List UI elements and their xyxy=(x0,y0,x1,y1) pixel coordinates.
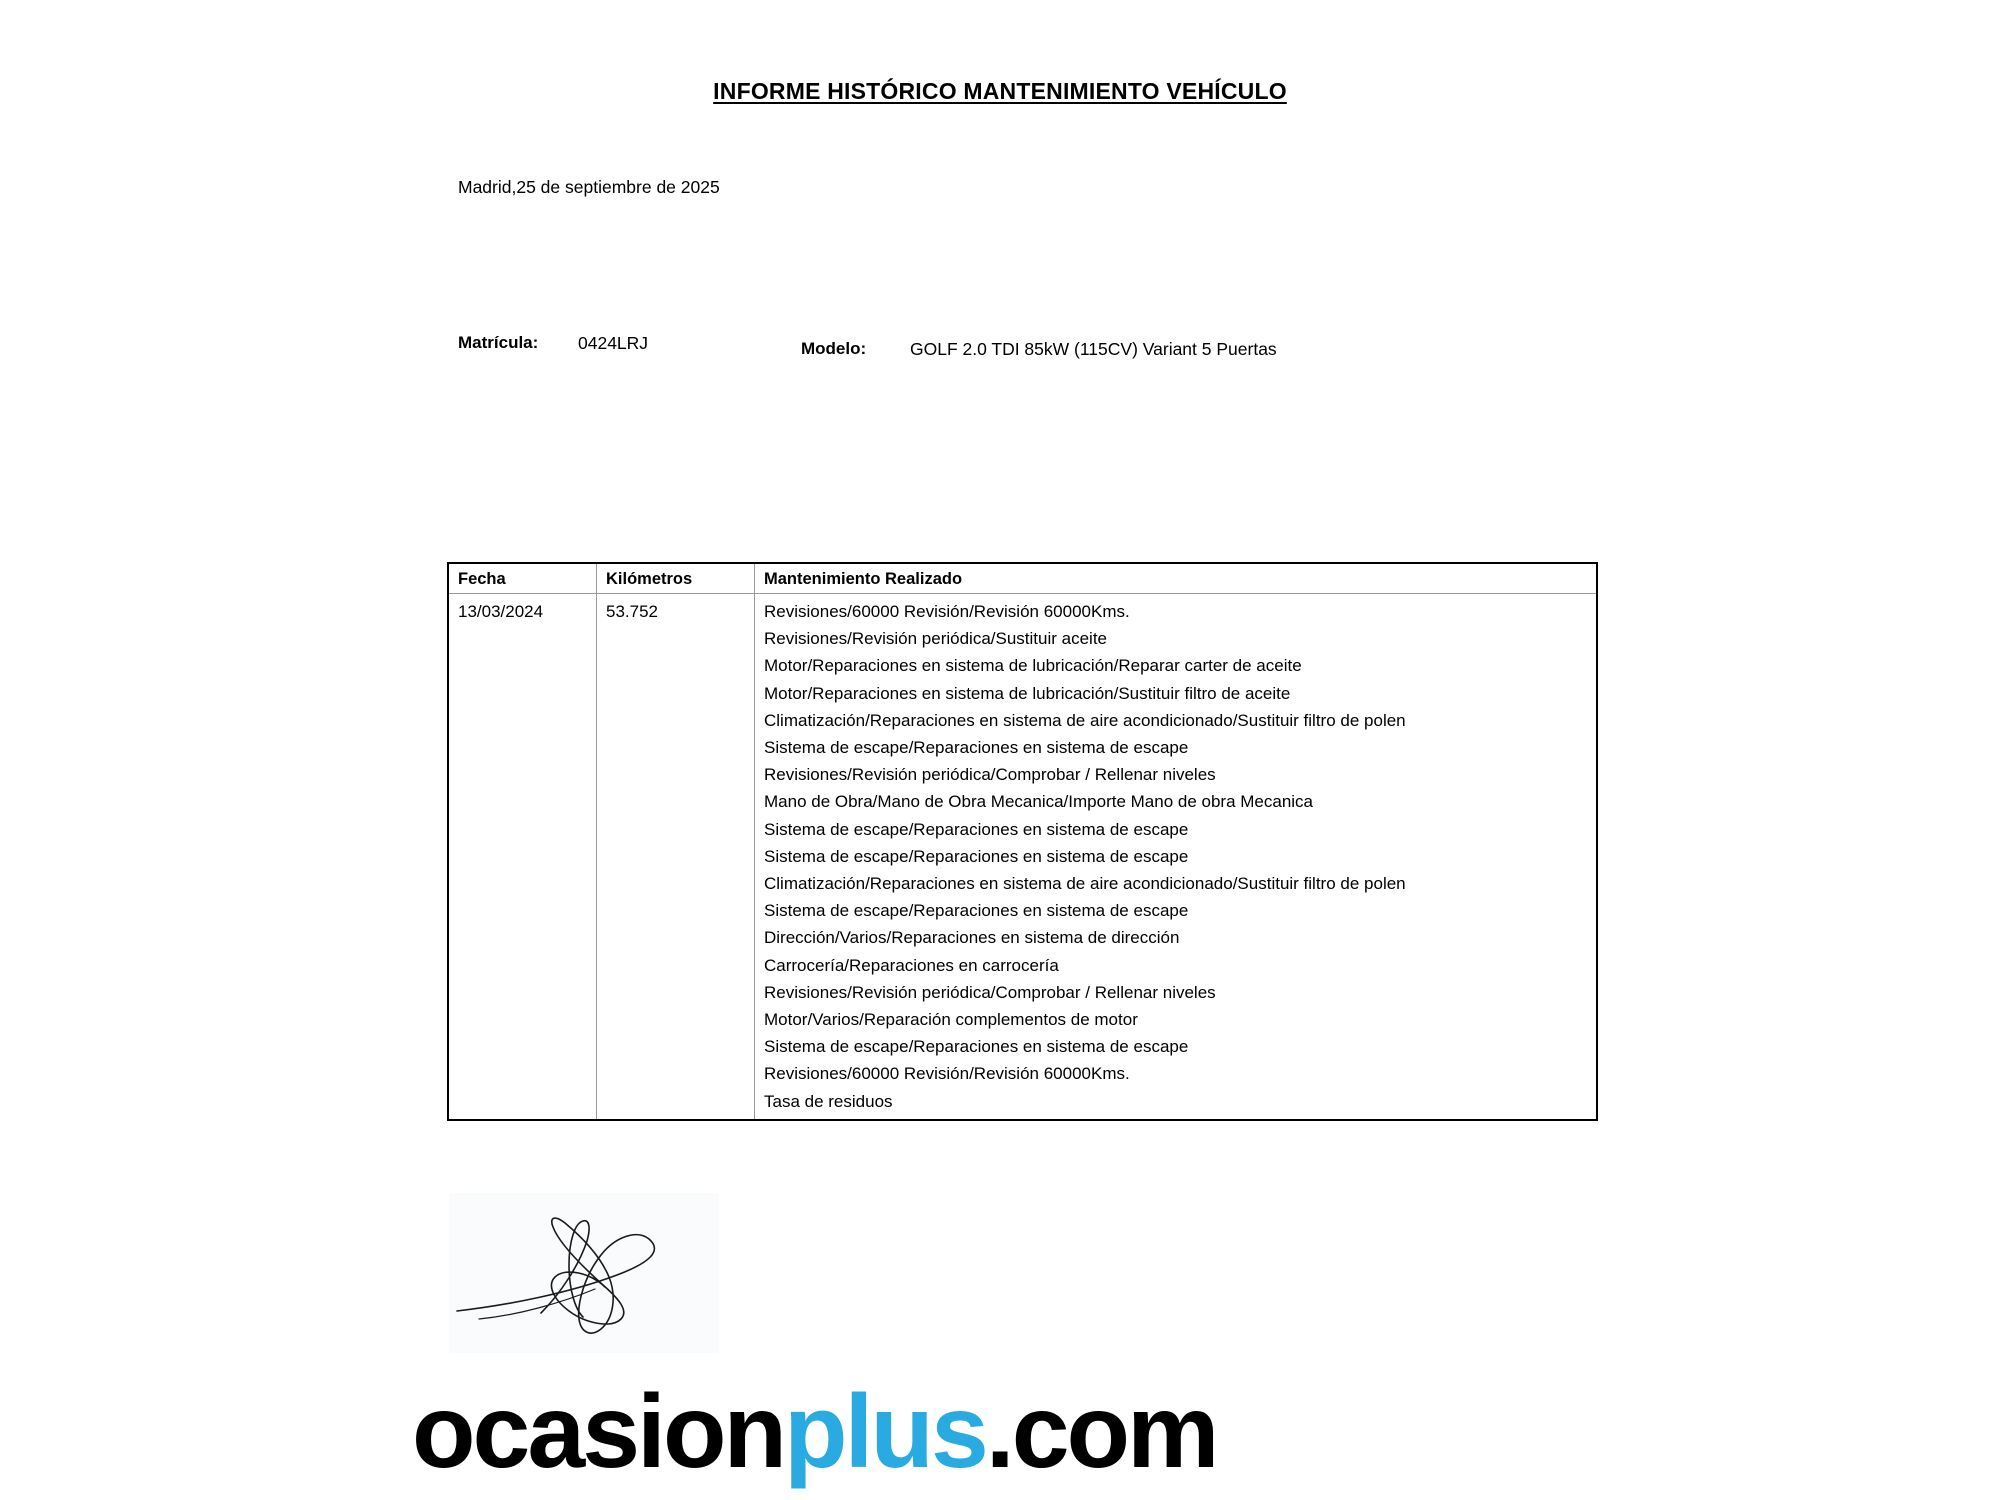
maintenance-table-container xyxy=(447,562,1598,1121)
maintenance-line: Motor/Varios/Reparación complementos de motor xyxy=(764,1010,1138,1030)
maintenance-line: Tasa de residuos xyxy=(764,1091,893,1111)
maintenance-line: Dirección/Varios/Reparaciones en sistema de dirección xyxy=(764,928,1180,948)
column-header-kilometers: Kilómetros xyxy=(597,564,755,594)
maintenance-line: Climatización/Reparaciones en sistema de aire acondicionado/Sustituir filtro de polen xyxy=(764,874,1406,894)
cell-maintenance-list xyxy=(755,594,1597,1119)
model-label: Modelo: xyxy=(801,339,867,358)
maintenance-line: Sistema de escape/Reparaciones en sistema de escape xyxy=(764,819,1189,839)
maintenance-line: Revisiones/Revisión periódica/Sustituir aceite xyxy=(764,629,1107,649)
vehicle-meta xyxy=(458,333,1558,357)
logo-part-ocasion: ocasion xyxy=(412,1374,784,1490)
maintenance-line: Climatización/Reparaciones en sistema de aire acondicionado/Sustituir filtro de polen xyxy=(764,710,1406,730)
maintenance-line: Sistema de escape/Reparaciones en sistema de escape xyxy=(764,901,1189,921)
ocasionplus-logo xyxy=(412,1374,1592,1490)
maintenance-table xyxy=(449,564,1596,1119)
column-header-maintenance: Mantenimiento Realizado xyxy=(755,564,1597,594)
place-and-date: Madrid,25 de septiembre de 2025 xyxy=(458,177,720,197)
maintenance-line: Sistema de escape/Reparaciones en sistema de escape xyxy=(764,1037,1189,1057)
plate-label: Matrícula: xyxy=(458,333,539,352)
logo-part-plus: plus xyxy=(784,1374,986,1490)
table-header-row xyxy=(449,564,1596,594)
table-row xyxy=(449,594,1596,1119)
table-body xyxy=(449,594,1596,1119)
model-value: GOLF 2.0 TDI 85kW (115CV) Variant 5 Puertas xyxy=(910,339,1277,359)
column-header-date: Fecha xyxy=(449,564,597,594)
page-title xyxy=(0,78,2000,105)
maintenance-line: Carrocería/Reparaciones en carrocería xyxy=(764,955,1059,975)
logo-part-domain: .com xyxy=(985,1374,1217,1490)
maintenance-line: Revisiones/Revisión periódica/Comprobar / Rellenar niveles xyxy=(764,982,1216,1002)
table-header xyxy=(449,564,1596,594)
page-title-text: INFORME HISTÓRICO MANTENIMIENTO VEHÍCULO xyxy=(713,78,1287,104)
plate-value: 0424LRJ xyxy=(578,333,649,353)
maintenance-line: Sistema de escape/Reparaciones en sistema de escape xyxy=(764,738,1189,758)
maintenance-line: Sistema de escape/Reparaciones en sistema de escape xyxy=(764,846,1189,866)
cell-date: 13/03/2024 xyxy=(449,594,597,1119)
maintenance-line: Mano de Obra/Mano de Obra Mecanica/Importe Mano de obra Mecanica xyxy=(764,792,1314,812)
maintenance-line: Revisiones/60000 Revisión/Revisión 60000Kms. xyxy=(764,602,1130,621)
handwritten-signature-icon xyxy=(449,1193,719,1353)
maintenance-line: Motor/Reparaciones en sistema de lubricación/Reparar carter de aceite xyxy=(764,656,1302,676)
maintenance-line: Motor/Reparaciones en sistema de lubricación/Sustituir filtro de aceite xyxy=(764,683,1291,703)
maintenance-line: Revisiones/Revisión periódica/Comprobar / Rellenar niveles xyxy=(764,765,1216,785)
maintenance-line: Revisiones/60000 Revisión/Revisión 60000Kms. xyxy=(764,1064,1130,1084)
cell-kilometers: 53.752 xyxy=(597,594,755,1119)
